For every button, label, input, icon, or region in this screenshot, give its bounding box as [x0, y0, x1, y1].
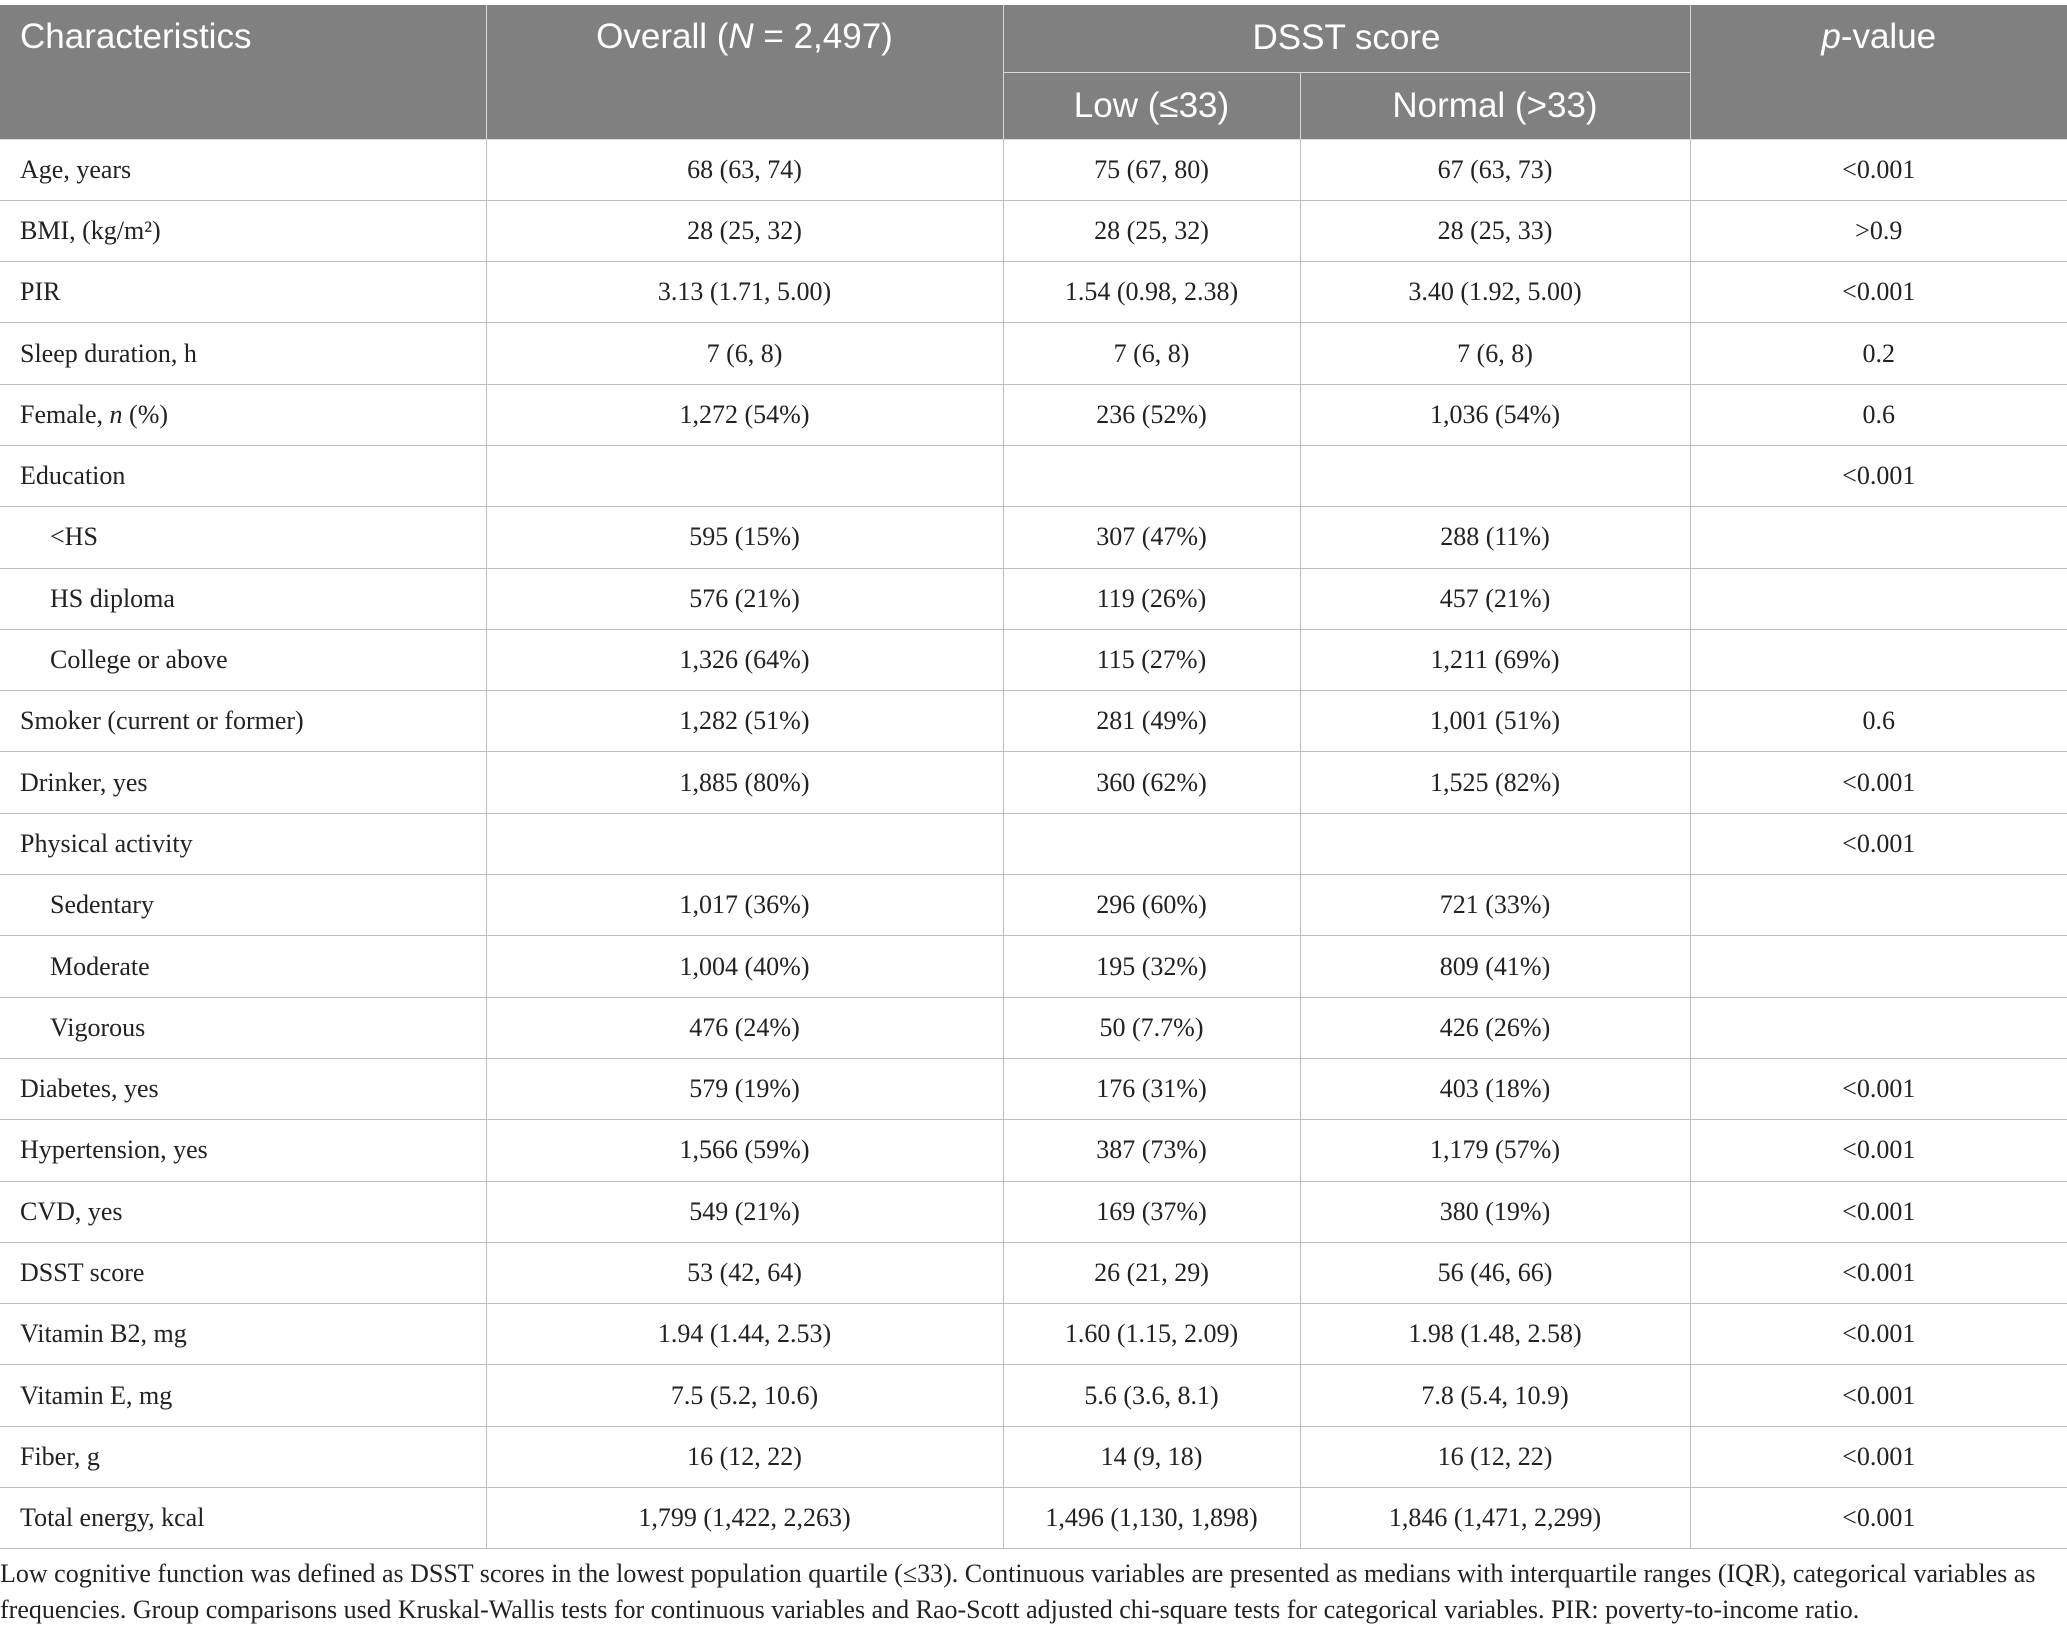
header-dsst-group: DSST score [1003, 5, 1690, 72]
cell-overall: 1,885 (80%) [486, 752, 1003, 813]
cell-pvalue: 0.6 [1690, 384, 2067, 445]
table-row [0, 813, 2067, 874]
cell-characteristic: Drinker, yes [0, 752, 486, 813]
cell-normal: 3.40 (1.92, 5.00) [1300, 262, 1690, 323]
cell-overall: 576 (21%) [486, 568, 1003, 629]
cell-low: 307 (47%) [1003, 507, 1300, 568]
table-row [0, 507, 2067, 568]
cell-overall: 1,272 (54%) [486, 384, 1003, 445]
cell-overall: 1,799 (1,422, 2,263) [486, 1488, 1003, 1549]
cell-low: 195 (32%) [1003, 936, 1300, 997]
table-row [0, 752, 2067, 813]
cell-normal: 721 (33%) [1300, 875, 1690, 936]
cell-normal: 403 (18%) [1300, 1058, 1690, 1119]
table-row [0, 1304, 2067, 1365]
table-row [0, 936, 2067, 997]
cell-normal: 1,846 (1,471, 2,299) [1300, 1488, 1690, 1549]
table-row [0, 1426, 2067, 1487]
cell-characteristic: Sedentary [0, 875, 486, 936]
cell-overall: 1,004 (40%) [486, 936, 1003, 997]
header-overall-text: Overall (N = 2,497) [596, 17, 893, 56]
table-footnote: Low cognitive function was defined as DSST scores in the lowest population quartile (≤33). Continuous variables are presented as medians with interquartile ranges (IQR), categorical variables as frequencies. Group comparisons used Kruskal-Wallis tests for continuous variables and Rao-Scott adjusted chi-square tests for categorical variables. PIR: poverty-to-income ratio. [0, 1559, 2036, 1624]
cell-low: 50 (7.7%) [1003, 997, 1300, 1058]
cell-pvalue: <0.001 [1690, 813, 2067, 874]
cell-normal [1300, 445, 1690, 506]
cell-normal: 1.98 (1.48, 2.58) [1300, 1304, 1690, 1365]
header-overall [486, 5, 1003, 139]
cell-pvalue: <0.001 [1690, 445, 2067, 506]
cell-low: 169 (37%) [1003, 1181, 1300, 1242]
cell-overall: 53 (42, 64) [486, 1242, 1003, 1303]
table-row [0, 1181, 2067, 1242]
cell-normal: 7 (6, 8) [1300, 323, 1690, 384]
cell-normal: 56 (46, 66) [1300, 1242, 1690, 1303]
cell-normal: 67 (63, 73) [1300, 139, 1690, 200]
cell-normal: 457 (21%) [1300, 568, 1690, 629]
cell-pvalue: <0.001 [1690, 1058, 2067, 1119]
cell-pvalue: <0.001 [1690, 1426, 2067, 1487]
cell-low: 26 (21, 29) [1003, 1242, 1300, 1303]
cell-overall: 1,017 (36%) [486, 875, 1003, 936]
cell-characteristic: Age, years [0, 139, 486, 200]
cell-overall: 28 (25, 32) [486, 200, 1003, 261]
header-characteristics: Characteristics [0, 5, 486, 139]
cell-low: 1.54 (0.98, 2.38) [1003, 262, 1300, 323]
cell-pvalue: <0.001 [1690, 139, 2067, 200]
header-pvalue [1690, 5, 2067, 139]
cell-overall [486, 445, 1003, 506]
table-row [0, 384, 2067, 445]
table-row [0, 139, 2067, 200]
table-row [0, 445, 2067, 506]
table-row [0, 1365, 2067, 1426]
cell-overall: 16 (12, 22) [486, 1426, 1003, 1487]
table-row [0, 1242, 2067, 1303]
cell-low: 5.6 (3.6, 8.1) [1003, 1365, 1300, 1426]
header-pvalue-text: p-value [1821, 17, 1937, 56]
cell-pvalue: <0.001 [1690, 1304, 2067, 1365]
cell-low: 7 (6, 8) [1003, 323, 1300, 384]
cell-pvalue: <0.001 [1690, 1365, 2067, 1426]
table-row [0, 262, 2067, 323]
cell-pvalue [1690, 997, 2067, 1058]
cell-overall: 549 (21%) [486, 1181, 1003, 1242]
cell-overall: 3.13 (1.71, 5.00) [486, 262, 1003, 323]
cell-pvalue [1690, 936, 2067, 997]
cell-overall [486, 813, 1003, 874]
cell-low [1003, 445, 1300, 506]
cell-normal: 1,179 (57%) [1300, 1120, 1690, 1181]
cell-pvalue: 0.6 [1690, 691, 2067, 752]
cell-low: 119 (26%) [1003, 568, 1300, 629]
cell-overall: 476 (24%) [486, 997, 1003, 1058]
cell-characteristic: Female, n (%) [0, 384, 486, 445]
cell-normal [1300, 813, 1690, 874]
cell-characteristic: Hypertension, yes [0, 1120, 486, 1181]
cell-normal: 426 (26%) [1300, 997, 1690, 1058]
cell-normal: 1,036 (54%) [1300, 384, 1690, 445]
cell-overall: 7.5 (5.2, 10.6) [486, 1365, 1003, 1426]
cell-low: 1.60 (1.15, 2.09) [1003, 1304, 1300, 1365]
table-row [0, 875, 2067, 936]
cell-characteristic: PIR [0, 262, 486, 323]
characteristics-table [0, 5, 2067, 1549]
table-row [0, 323, 2067, 384]
cell-low: 28 (25, 32) [1003, 200, 1300, 261]
cell-characteristic: Education [0, 445, 486, 506]
table-row [0, 1488, 2067, 1549]
cell-overall: 579 (19%) [486, 1058, 1003, 1119]
table-row [0, 568, 2067, 629]
cell-pvalue: <0.001 [1690, 752, 2067, 813]
cell-overall: 1.94 (1.44, 2.53) [486, 1304, 1003, 1365]
cell-overall: 1,326 (64%) [486, 629, 1003, 690]
cell-normal: 16 (12, 22) [1300, 1426, 1690, 1487]
table-row [0, 200, 2067, 261]
cell-low [1003, 813, 1300, 874]
cell-characteristic: College or above [0, 629, 486, 690]
cell-pvalue: <0.001 [1690, 1181, 2067, 1242]
header-low: Low (≤33) [1003, 72, 1300, 139]
cell-low: 115 (27%) [1003, 629, 1300, 690]
cell-pvalue: <0.001 [1690, 1242, 2067, 1303]
cell-characteristic: Sleep duration, h [0, 323, 486, 384]
cell-characteristic: HS diploma [0, 568, 486, 629]
table-container [0, 5, 2067, 1549]
cell-normal: 1,001 (51%) [1300, 691, 1690, 752]
cell-normal: 28 (25, 33) [1300, 200, 1690, 261]
cell-overall: 1,282 (51%) [486, 691, 1003, 752]
cell-normal: 809 (41%) [1300, 936, 1690, 997]
table-row [0, 997, 2067, 1058]
cell-characteristic: CVD, yes [0, 1181, 486, 1242]
cell-normal: 7.8 (5.4, 10.9) [1300, 1365, 1690, 1426]
cell-overall: 7 (6, 8) [486, 323, 1003, 384]
cell-pvalue: <0.001 [1690, 1120, 2067, 1181]
cell-pvalue: <0.001 [1690, 262, 2067, 323]
cell-pvalue [1690, 875, 2067, 936]
cell-pvalue [1690, 507, 2067, 568]
cell-overall: 595 (15%) [486, 507, 1003, 568]
cell-low: 14 (9, 18) [1003, 1426, 1300, 1487]
table-body [0, 139, 2067, 1549]
cell-overall: 68 (63, 74) [486, 139, 1003, 200]
table-header [0, 5, 2067, 139]
cell-pvalue [1690, 629, 2067, 690]
header-normal: Normal (>33) [1300, 72, 1690, 139]
table-row [0, 1120, 2067, 1181]
cell-low: 176 (31%) [1003, 1058, 1300, 1119]
cell-normal: 288 (11%) [1300, 507, 1690, 568]
cell-characteristic: BMI, (kg/m²) [0, 200, 486, 261]
table-row [0, 691, 2067, 752]
cell-characteristic: DSST score [0, 1242, 486, 1303]
cell-low: 236 (52%) [1003, 384, 1300, 445]
cell-low: 1,496 (1,130, 1,898) [1003, 1488, 1300, 1549]
table-row [0, 1058, 2067, 1119]
cell-low: 296 (60%) [1003, 875, 1300, 936]
cell-normal: 1,211 (69%) [1300, 629, 1690, 690]
cell-low: 281 (49%) [1003, 691, 1300, 752]
cell-characteristic: Physical activity [0, 813, 486, 874]
cell-characteristic: <HS [0, 507, 486, 568]
cell-pvalue: >0.9 [1690, 200, 2067, 261]
cell-characteristic: Vigorous [0, 997, 486, 1058]
cell-pvalue [1690, 568, 2067, 629]
cell-low: 75 (67, 80) [1003, 139, 1300, 200]
table-row [0, 629, 2067, 690]
cell-characteristic: Smoker (current or former) [0, 691, 486, 752]
cell-pvalue: 0.2 [1690, 323, 2067, 384]
cell-pvalue: <0.001 [1690, 1488, 2067, 1549]
cell-characteristic: Vitamin E, mg [0, 1365, 486, 1426]
cell-overall: 1,566 (59%) [486, 1120, 1003, 1181]
cell-low: 360 (62%) [1003, 752, 1300, 813]
cell-characteristic: Fiber, g [0, 1426, 486, 1487]
cell-characteristic: Vitamin B2, mg [0, 1304, 486, 1365]
cell-characteristic: Diabetes, yes [0, 1058, 486, 1119]
cell-low: 387 (73%) [1003, 1120, 1300, 1181]
cell-characteristic: Total energy, kcal [0, 1488, 486, 1549]
cell-normal: 1,525 (82%) [1300, 752, 1690, 813]
cell-characteristic: Moderate [0, 936, 486, 997]
cell-normal: 380 (19%) [1300, 1181, 1690, 1242]
